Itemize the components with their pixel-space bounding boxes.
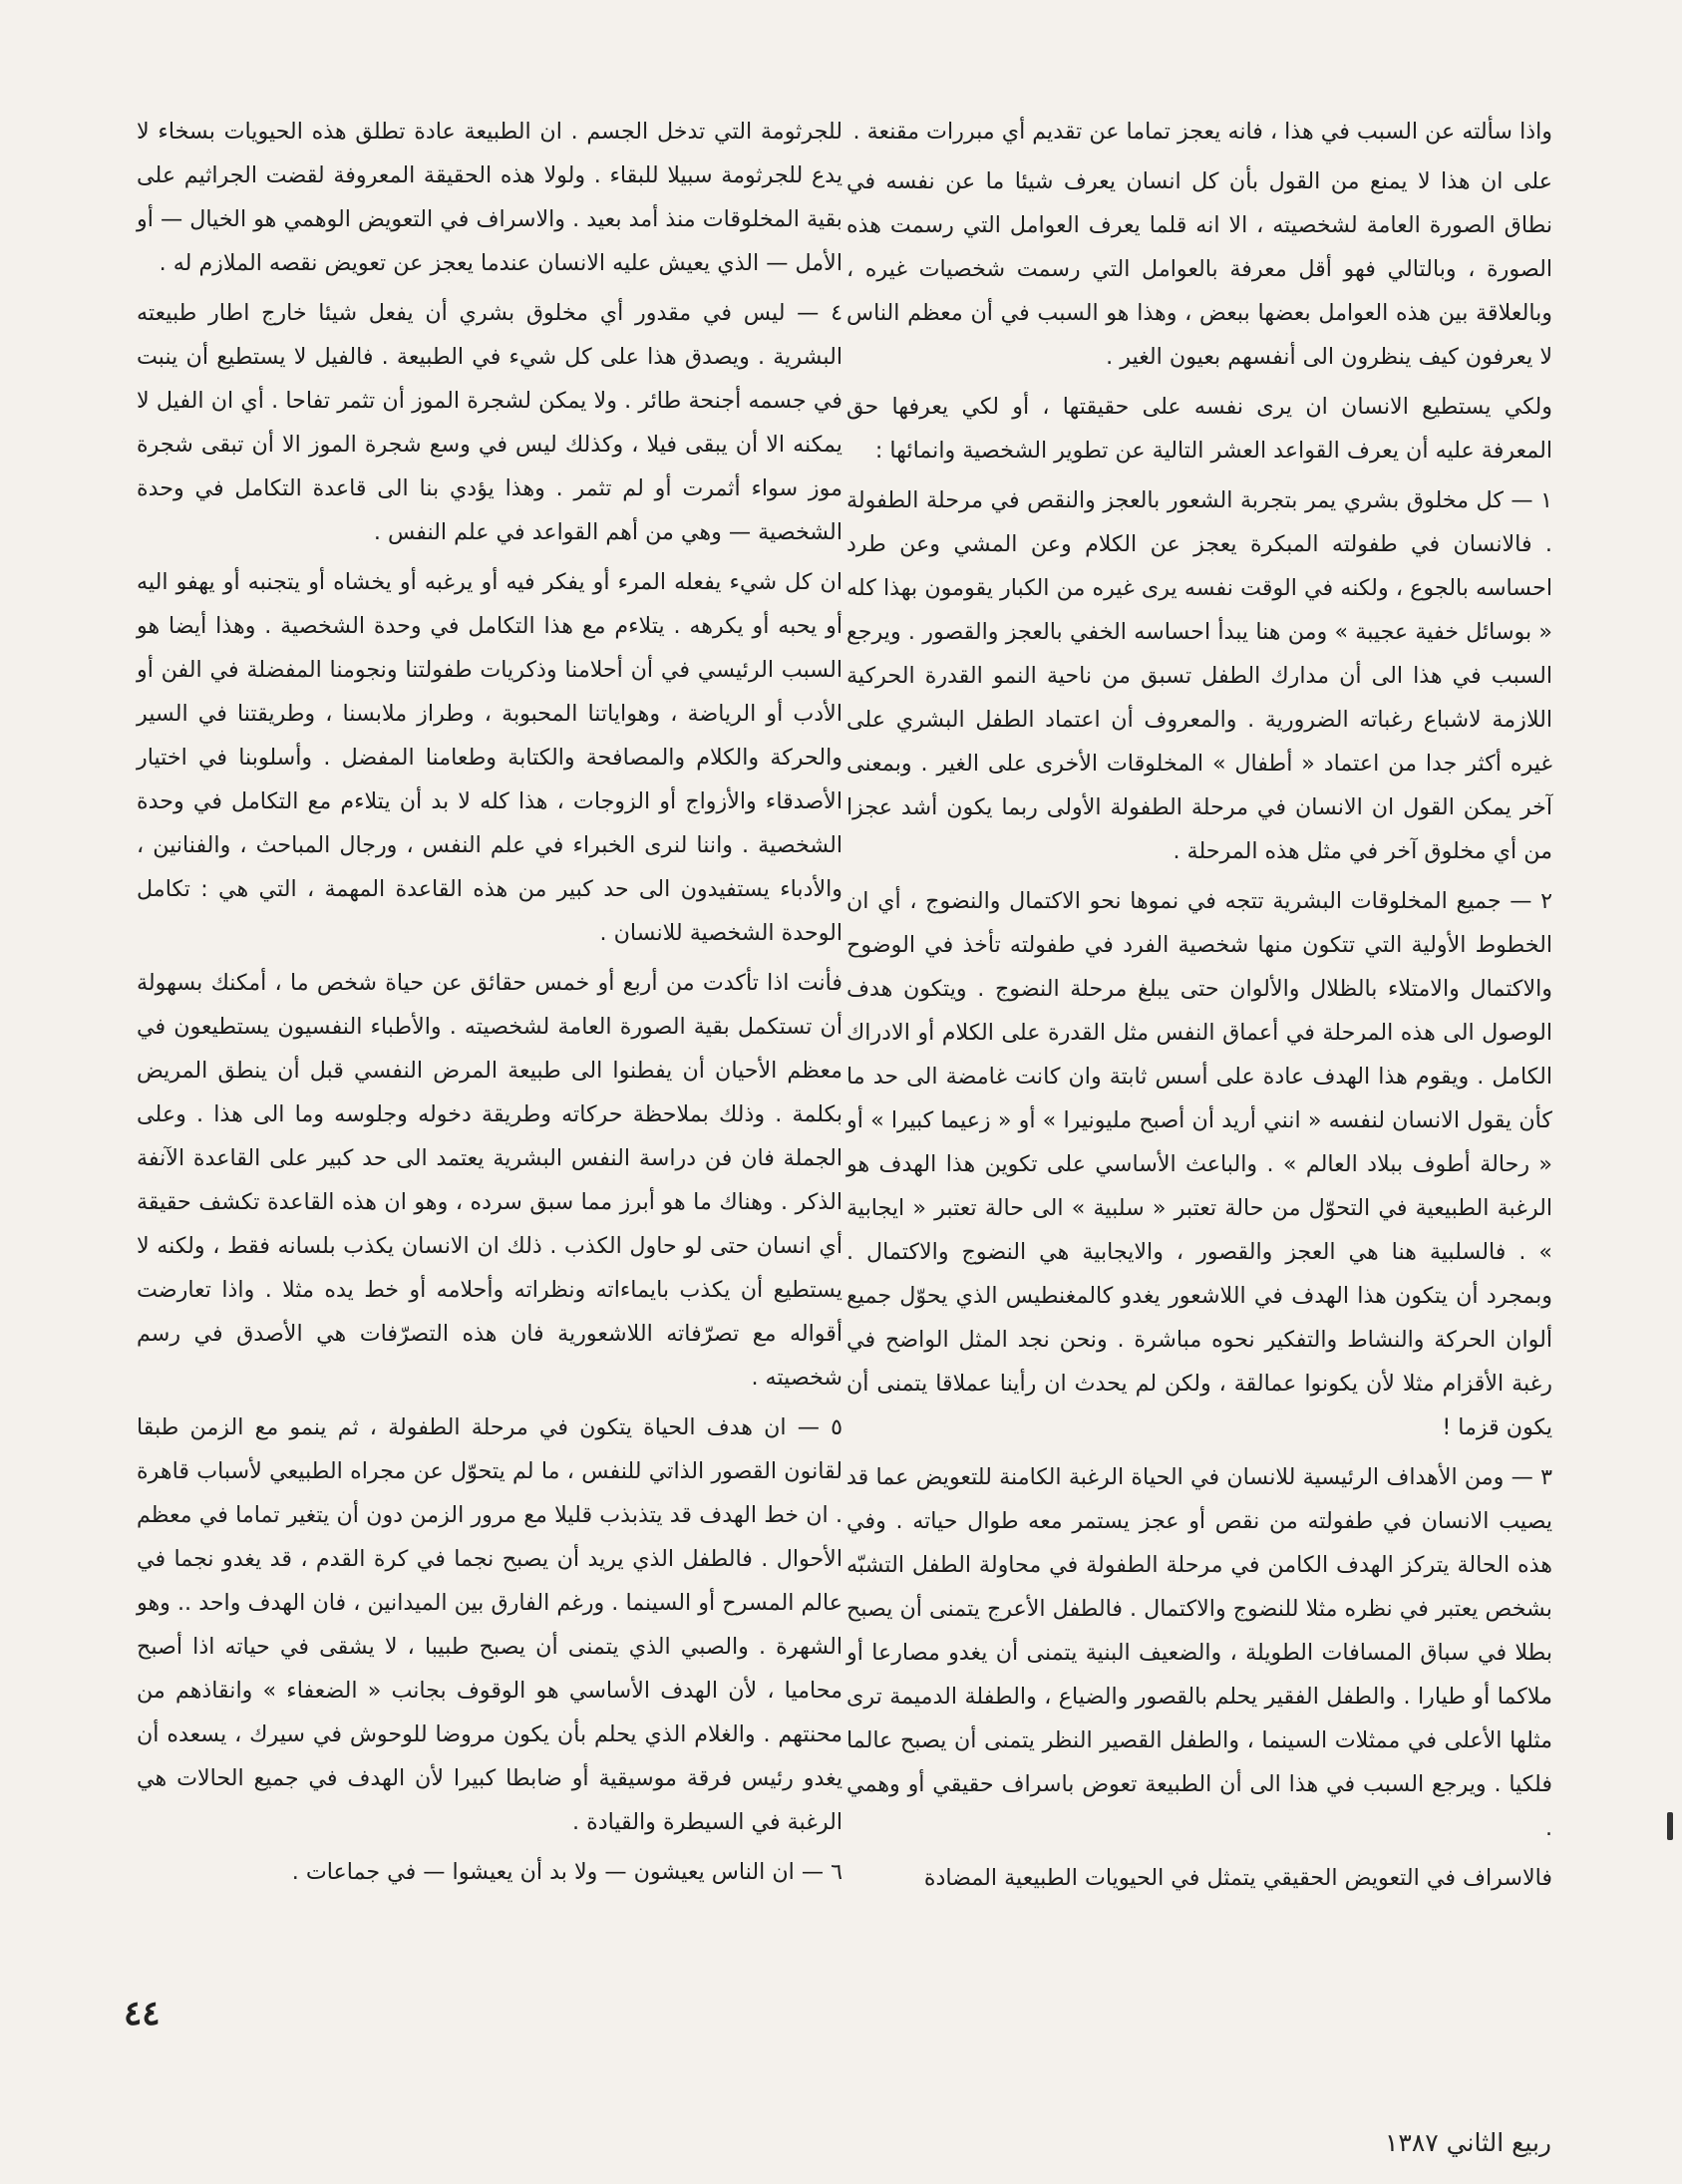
rule-4-paragraph: ٤ — ليس في مقدور أي مخلوق بشري أن يفعل شيئا خارج اطار طبيعته البشرية . ويصدق هذا على كل شيء في الطبيعة . فالفيل لا يستطيع أن ينبت في جسمه أجنحة طائر . ولا يمكن لشجرة الموز أن تثمر تفاحا . أي ان الفيل لا يمكنه الا أن يبقى فيلا ، وكذلك ليس في وسع شجرة الموز الا أن تبقى شجرة موز سواء أثمرت أو لم تثمر . وهذا يؤدي بنا الى قاعدة التكامل في وحدة الشخصية — وهي من أهم القواعد في علم النفس . (137, 300, 842, 545)
rule-2-paragraph: ٢ — جميع المخلوقات البشرية تتجه في نموها نحو الاكتمال والنضوج ، أي ان الخطوط الأولية التي تتكون منها شخصية الفرد في طفولته تأخذ في الوضوح والاكتمال والامتلاء بالظلال والألوان حتى يبلغ مرحلة النضوج . ويتكون هدف الوصول الى هذه المرحلة في أعماق النفس مثل القدرة على الكلام أو الادراك الكامل . ويقوم هذا الهدف عادة على أسس ثابتة وان كانت غامضة الى حد ما كأن يقول الانسان لنفسه « انني أريد أن أصبح مليونيرا » أو « زعيما كبيرا » أو « رحالة أطوف ببلاد العالم » . والباعث الأساسي على تكوين هذا الهدف هو الرغبة الطبيعية في التحوّل من حالة تعتبر « سلبية » الى حالة تعتبر « ايجابية » . فالسلبية هنا هي العجز والقصور ، والايجابية هي النضوج والاكتمال . وبمجرد أن يتكون هذا الهدف في اللاشعور يغدو كالمغنطيس الذي يحوّل جميع ألوان الحركة والنشاط والتفكير نحوه مباشرة . ونحن نجد المثل الواضح في رغبة الأقزام مثلا لأن يكونوا عمالقة ، ولكن لم يحدث ان رأينا عملاقا يتمنى أن يكون قزما ! (846, 888, 1552, 1440)
article-column-right (846, 110, 1552, 1900)
rule-6-paragraph: ٦ — ان الناس يعيشون — ولا بد أن يعيشوا — في جماعات . (291, 1859, 842, 1885)
page-number: ٤٤ (124, 1994, 161, 2033)
paragraph: فالاسراف في التعويض الحقيقي يتمثل في الحيويات الطبيعية المضادة (923, 1865, 1552, 1891)
rule-1-paragraph: ١ — كل مخلوق بشري يمر بتجربة الشعور بالعجز والنقص في مرحلة الطفولة . فالانسان في طفولته المبكرة يعجز عن الكلام وعن المشي وعن طرد احساسه بالجوع ، ولكنه في الوقت نفسه يرى غيره من الكبار يقومون بهذا كله « بوسائل خفية عجيبة » ومن هنا يبدأ احساسه الخفي بالعجز والقصور . ويرجع السبب في هذا الى أن مدارك الطفل تسبق من ناحية النمو القدرة الحركية اللازمة لاشباع رغباته الضرورية . والمعروف أن اعتماد الطفل البشري على غيره أكثر جدا من اعتماد « أطفال » المخلوقات الأخرى على الغير . وبمعنى آخر يمكن القول ان الانسان في مرحلة الطفولة الأولى ربما يكون أشد عجزا من أي مخلوق آخر في مثل هذه المرحلة . (846, 487, 1552, 864)
issue-date: ربيع الثاني ١٣٨٧ (1384, 2128, 1551, 2157)
rule-3-paragraph: ٣ — ومن الأهداف الرئيسية للانسان في الحياة الرغبة الكامنة للتعويض عما قد يصيب الانسان في طفولته من نقص أو عجز يستمر معه طوال حياته . وفي هذه الحالة يتركز الهدف الكامن في مرحلة الطفولة في محاولة الطفل التشبّه بشخص يعتبر في نظره مثلا للنضوج والاكتمال . فالطفل الأعرج يتمنى أن يصبح بطلا في سباق المسافات الطويلة ، والضعيف البنية يتمنى أن يغدو مصارعا أو ملاكما أو طيارا . والطفل الفقير يحلم بالقصور والضياع ، والطفلة الدميمة ترى مثلها الأعلى في ممثلات السينما ، والطفل القصير النظر يتمنى أن يصبح عالما فلكيا . ويرجع السبب في هذا الى أن الطبيعة تعوض باسراف حقيقي أو وهمي . (846, 1464, 1552, 1841)
paragraph: للجرثومة التي تدخل الجسم . ان الطبيعة عادة تطلق هذه الحيويات بسخاء لا يدع للجرثومة سبيلا للبقاء . ولولا هذه الحقيقة المعروفة لقضت الجراثيم على بقية المخلوقات منذ أمد بعيد . والاسراف في التعويض الوهمي هو الخيال — أو الأمل — الذي يعيش عليه الانسان عندما يعجز عن تعويض نقصه الملازم له . (137, 119, 842, 276)
margin-mark (1667, 1812, 1673, 1840)
rule-5-paragraph: ٥ — ان هدف الحياة يتكون في مرحلة الطفولة ، ثم ينمو مع الزمن طبقا لقانون القصور الذاتي للنفس ، ما لم يتحوّل عن مجراه الطبيعي لأسباب قاهرة . ان خط الهدف قد يتذبذب قليلا مع مرور الزمن دون أن يتغير تماما في معظم الأحوال . فالطفل الذي يريد أن يصبح نجما في كرة القدم ، قد يغدو نجما في عالم المسرح أو السينما . ورغم الفارق بين الميدانين ، فان الهدف واحد .. وهو الشهرة . والصبي الذي يتمنى أن يصبح طبيبا ، لا يشقى في حياته اذا أصبح محاميا ، لأن الهدف الأساسي هو الوقوف بجانب « الضعفاء » وانقاذهم من محنتهم . والغلام الذي يحلم بأن يكون مروضا للوحوش في سيرك ، يسعده أن يغدو رئيس فرقة موسيقية أو ضابطا كبيرا لأن الهدف في جميع الحالات هي الرغبة في السيطرة والقيادة . (137, 1414, 842, 1835)
paragraph: ان كل شيء يفعله المرء أو يفكر فيه أو يرغبه أو يخشاه أو يتجنبه أو يهفو اليه أو يحبه أو يكرهه . يتلاءم مع هذا التكامل في وحدة الشخصية . وهذا أيضا هو السبب الرئيسي في أن أحلامنا وذكريات طفولتنا ونجومنا المفضلة في الفن أو الأدب أو الرياضة ، وهواياتنا المحبوبة ، وطراز ملابسنا ، وطريقتنا في السير والحركة والكلام والمصافحة والكتابة وطعامنا المفضل . وأسلوبنا في اختيار الأصدقاء والأزواج أو الزوجات ، هذا كله لا بد أن يتلاءم مع التكامل في وحدة الشخصية . واننا لنرى الخبراء في علم النفس ، ورجال المباحث ، والفنانين ، والأدباء يستفيدون الى حد كبير من هذه القاعدة المهمة ، التي هي : تكامل الوحدة الشخصية للانسان . (137, 569, 842, 946)
paragraph: ولكي يستطيع الانسان ان يرى نفسه على حقيقتها ، أو لكي يعرفها حق المعرفة عليه أن يعرف القواعد العشر التالية عن تطوير الشخصية وانمائها : (846, 394, 1552, 464)
article-column-left (137, 110, 842, 1894)
paragraph: فأنت اذا تأكدت من أربع أو خمس حقائق عن حياة شخص ما ، أمكنك بسهولة أن تستكمل بقية الصورة العامة لشخصيته . والأطباء النفسيون يستطيعون في معظم الأحيان أن يفطنوا الى طبيعة المرض النفسي قبل أن ينطق المريض بكلمة . وذلك بملاحظة حركاته وطريقة دخوله وجلوسه وما الى هذا . وعلى الجملة فان فن دراسة النفس البشرية يعتمد الى حد كبير على القاعدة الآنفة الذكر . وهناك ما هو أبرز مما سبق سرده ، وهو ان هذه القاعدة تكشف حقيقة أي انسان حتى لو حاول الكذب . ذلك ان الانسان يكذب بلسانه فقط ، ولكنه لا يستطيع أن يكذب بايماءاته ونظراته وأحلامه أو خط يده مثلا . واذا تعارضت أقواله مع تصرّفاته اللاشعورية فان هذه التصرّفات هي الأصدق في رسم شخصيته . (137, 970, 842, 1391)
paragraph: على ان هذا لا يمنع من القول بأن كل انسان يعرف شيئا ما عن نفسه في نطاق الصورة العامة لشخصيته ، الا انه قلما يعرف العوامل التي رسمت هذه الصورة ، وبالتالي فهو أقل معرفة بالعوامل التي رسمت شخصيات غيره ، وبالعلاقة بين هذه العوامل بعضها ببعض ، وهذا هو السبب في أن معظم الناس لا يعرفون كيف ينظرون الى أنفسهم بعيون الغير . (846, 168, 1552, 370)
paragraph: واذا سألته عن السبب في هذا ، فانه يعجز تماما عن تقديم أي مبررات مقنعة . (852, 119, 1552, 145)
